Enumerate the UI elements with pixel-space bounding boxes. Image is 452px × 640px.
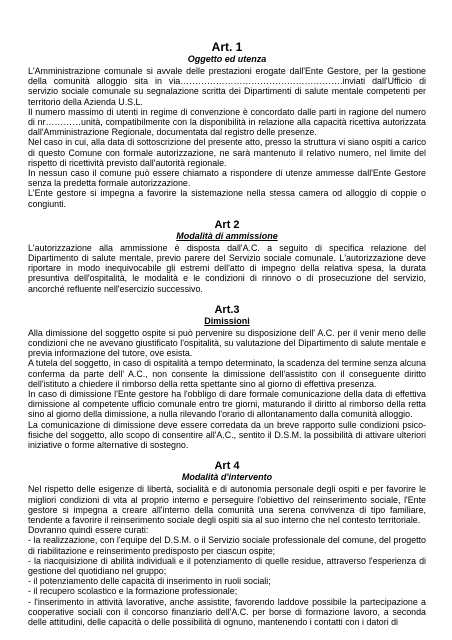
- spacer: [28, 294, 426, 304]
- article-4-list-item: - la realizzazione, con l'equipe del D.S.M. o il Servizio sociale professionale del comune, del progetto di riabilitazione e reinserimento predisposto per ciascun ospite;: [28, 535, 426, 556]
- article-1-paragraph: Il numero massimo di utenti in regime di convenzione è concordato dalle parti in ragione del numero di nr…………unità, compatibilmente con la disponibilità in relazione alla capacità ricettiva autorizzata dall'Amministrazione Regionale, documentata dal registro delle presenze.: [28, 106, 426, 138]
- article-3-paragraph: La comunicazione di dimissione deve essere corredata da un breve rapporto sulle condizioni psico-fisiche del soggetto, allo scopo di consentire all'A.C., sentito il D.S.M. la possibilità di attivare ulteriori iniziative o forme alternative di sostegno.: [28, 419, 426, 451]
- spacer: [28, 450, 426, 460]
- article-3: [28, 304, 426, 450]
- article-1-paragraph: In nessun caso il comune può essere chiamato a rispondere di utenze ammesse dall'Ente Gestore senza la predetta formale autorizzazione.: [28, 168, 426, 189]
- article-4-title: Art 4: [214, 460, 240, 473]
- spacer: [28, 209, 426, 219]
- article-2-title: Art 2: [214, 218, 240, 231]
- article-4-subtitle: Modalità d'intervento: [181, 472, 273, 483]
- article-2-paragraph: L'autorizzazione alla ammissione è disposta dall'A.C. a seguito di specifica relazione del Dipartimento di salute mentale, previo parere del Servizio sociale comunale. L'autorizzazione deve riportare in modo inequivocabile gli estremi dell'atto di impegno della relativa spesa, la durata presuntiva dell'ospitalità, le modalità e le condizioni di rinnovo o di prosecuzione del servizio, ancorché refluente nell'esercizio successivo.: [28, 242, 426, 294]
- article-3-subtitle: Dimissioni: [204, 315, 250, 326]
- article-3-title: Art.3: [214, 303, 240, 316]
- article-1-paragraph: Nel caso in cui, alla data di sottoscrizione del presente atto, presso la struttura vi siano ospiti a carico di questo Comune con formale autorizzazione, ne sarà mantenuto il relativo numero, nel limite del rispetto di ricettività previsto dall'autorità regionale.: [28, 137, 426, 168]
- article-4-list-item: - la riacquisizione di abilità individuali e il potenziamento di quelle residue, attraverso l'esperienza di gestione del quotidiano nel gruppo;: [28, 555, 426, 576]
- article-1: [28, 40, 426, 209]
- article-4-list-item: - il potenziamento delle capacità di inserimento in ruoli sociali;: [28, 576, 271, 587]
- article-4-list-item: - il recupero scolastico e la formazione professionale;: [28, 586, 238, 597]
- article-4-list-item: - l'inserimento in attività lavorative, anche assistite, favorendo laddove possibile la partecipazione a cooperative sociali con il concorso finanziario dell'A.C. per borse di formazione lavoro, a seconda delle attitudini, delle capacità o delle possibilità di ognuno, mantenendo i contatti con i datori di: [28, 596, 426, 627]
- article-4-paragraph: Dovranno quindi essere curati:: [28, 525, 149, 536]
- article-2: [28, 219, 426, 294]
- article-3-paragraph: Alla dimissione del soggetto ospite si può pervenire su disposizione dell' A.C. per il venir meno delle condizioni che ne avevano giustificato l'ospitalità, su valutazione del Dipartimento di salute mentale e previa informazione del tutore, ove esista.: [28, 327, 426, 359]
- article-4-paragraph: Nel rispetto delle esigenze di libertà, socialità e di autonomia personale degli ospiti e per favorire le migliori condizioni di vita al proprio interno e perseguire l'obiettivo del reinserimento sociale, l'Ente gestore si impegna a creare all'interno della comunità una serena convivenza di tipo familiare, tendente a favorire il reinserimento sociale degli ospiti sia al suo interno che nel contesto territoriale.: [28, 484, 426, 525]
- article-3-paragraph: In caso di dimissione l'Ente gestore ha l'obbligo di dare formale comunicazione della data di effettiva dimissione al competente ufficio comunale entro tre giorni, maturando il diritto al rimborso della retta sino al giorno della dimissione, a nulla rilevando l'orario di allontanamento dalla comunità alloggio.: [28, 389, 426, 420]
- article-1-subtitle: Oggetto ed utenza: [187, 54, 267, 64]
- article-3-paragraph: A tutela del soggetto, in caso di ospitalità a tempo determinato, la scadenza del termine senza alcuna conferma da parte dell' A.C., non consente la dimissione dell'assistito con il conseguente diritto dell'istituto a chiedere il rimborso della retta spettante sino al giorno di effettiva presenza.: [28, 358, 426, 389]
- article-2-subtitle: Modalità di ammissione: [176, 230, 278, 241]
- article-4: [28, 460, 426, 627]
- article-1-paragraph: L'Ente gestore si impegna a favorire la sistemazione nella stessa camera od alloggio di coppie o congiunti.: [28, 188, 426, 209]
- article-1-title: Art. 1: [211, 40, 243, 54]
- article-1-paragraph: L'Amministrazione comunale si avvale delle prestazioni erogate dall'Ente Gestore, per la gestione della comunità alloggio sita in via……………………………………………….inviati dall'Ufficio di servizio sociale comunale su segnalazione scritta dei Dipartimenti di salute mentale competenti per territorio della Azienda U.S.L.: [28, 66, 426, 107]
